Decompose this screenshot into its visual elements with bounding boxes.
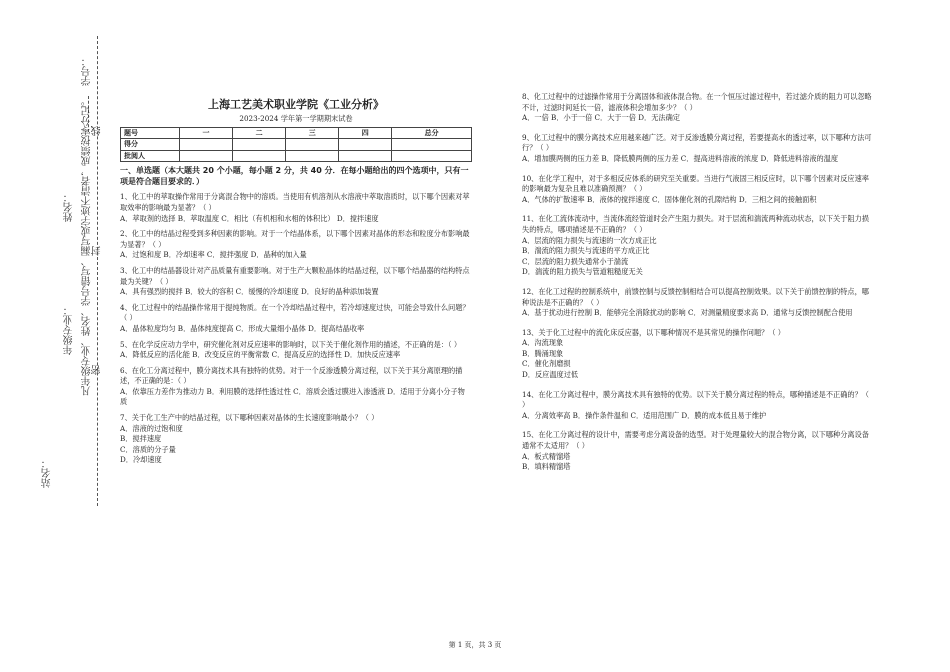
- question-item: [522, 174, 874, 206]
- question-item: [120, 340, 472, 361]
- question-item: [522, 133, 874, 165]
- score-header-cell: 一: [180, 127, 233, 139]
- question-option[interactable]: D．冷却速度: [120, 455, 162, 465]
- question-option[interactable]: A．晶体粒度均匀 B．晶体纯度提高 C．形成大量细小晶体 D．提高结晶收率: [120, 323, 365, 333]
- question-item: [522, 214, 874, 278]
- question-option[interactable]: A．增加膜两侧的压力差 B．降低膜两侧的压力差 C．提高进料溶液的浓度 D．降低进料溶液的温度: [522, 153, 839, 163]
- question-stem: 8、化工过程中的过滤操作常用于分离固体和液体混合物。在一个恒压过滤过程中，若过滤介质的阻力可以忽略不计，过滤时间延长一倍，滤液体积会增加多少？（ ）: [522, 92, 872, 112]
- question-stem: 5、在化学反应动力学中，研究催化剂对反应速率的影响时，以下关于催化剂作用的描述，不正确的是：（ ）: [120, 339, 462, 349]
- question-stem: 9、化工过程中的膜分离技术应用越来越广泛。对于反渗透膜分离过程，若要提高水的透过率，以下哪种方法可行？（ ）: [522, 132, 872, 153]
- question-stem: 12、在化工过程的控制系统中，前馈控制与反馈控制相结合可以提高控制效果。以下关于前馈控制的特点，哪种说法是不正确的？（ ）: [522, 286, 869, 307]
- question-stem: 1、化工中的萃取操作常用于分离混合物中的溶质。当使用有机溶剂从水溶液中萃取溶质时，以下哪个因素对萃取效率的影响最为显著？（ ）: [120, 192, 470, 212]
- binding-line-char: 线: [92, 126, 103, 136]
- score-cell[interactable]: [233, 150, 286, 162]
- score-header-cell: 二: [233, 127, 286, 139]
- question-item: [120, 413, 472, 466]
- binding-student-id: 学号：: [82, 56, 93, 86]
- question-item: [120, 192, 472, 224]
- question-item: [522, 92, 874, 124]
- question-stem: 10、在化学工程中，对于多相反应体系的研究至关重要。当进行气液固三相反应时，以下哪个因素对反应速率的影响最为复杂且难以准确预测？（ ）: [522, 173, 869, 194]
- question-item: [522, 390, 874, 422]
- question-option[interactable]: A．一倍 B．小于一倍 C．大于一倍 D．无法确定: [522, 113, 680, 123]
- section-heading: 一、单选题（本大题共 20 个小题，每小题 2 分，共 40 分．在每小题给出的四个选项中，只有一项是符合题目要求的．）: [120, 166, 469, 187]
- score-cell[interactable]: [233, 139, 286, 151]
- score-table: [120, 127, 472, 163]
- question-item: [120, 366, 472, 408]
- question-stem: 15、在化工分离过程的设计中，需要考虑分离设备的选型。对于处理量较大的混合物分离，以下哪种分离设备通常不太适用？（ ）: [522, 430, 869, 451]
- question-item: [120, 303, 472, 335]
- question-stem: 11、在化工流体流动中，当流体流经管道时会产生阻力损失。对于层流和湍流两种流动状态，以下关于阻力损失的特点，哪项描述是不正确的？（ ）: [522, 214, 869, 234]
- question-stem: 4、化工过程中的结晶操作常用于提纯物质。在一个冷却结晶过程中，若冷却速度过快，可能会导致什么问题？（ ）: [120, 302, 470, 323]
- question-item: [522, 328, 874, 381]
- question-option[interactable]: A．分离效率高 B．操作条件温和 C．适用范围广 D．膜的成本低且易于维护: [522, 410, 767, 420]
- question-stem: 2、化工中的结晶过程受到多种因素的影响。对于一个结晶体系，以下哪个因素对晶体的形态和粒度分布影响最为显著？（ ）: [120, 229, 470, 249]
- question-stem: 13、关于化工过程中的流化床反应器，以下哪种情况不是其常见的操作问题？（ ）: [522, 327, 785, 337]
- binding-seal-char: 封: [92, 246, 103, 256]
- question-item: [522, 287, 874, 319]
- score-header-cell: 题号: [121, 127, 180, 139]
- question-option[interactable]: A．基于扰动进行控制 B．能够完全消除扰动的影响 C．对测量精度要求高 D．通常与反馈控制配合使用: [522, 308, 853, 318]
- score-cell[interactable]: [180, 150, 233, 162]
- exam-title: 上海工艺美术职业学院《工业分析》: [208, 98, 384, 111]
- score-cell[interactable]: [286, 150, 339, 162]
- score-row-label: 得分: [121, 139, 180, 151]
- question-option[interactable]: B．填料精馏塔: [522, 462, 571, 472]
- question-stem: 3、化工中的结晶器设计对产品质量有重要影响。对于生产大颗粒晶体的结晶过程，以下哪个结晶器的结构特点最为关键？（ ）: [120, 265, 470, 286]
- right-column: [522, 92, 874, 473]
- binding-school: 站名：: [42, 458, 53, 488]
- binding-grade-major: 年级专业：: [64, 305, 75, 355]
- question-option[interactable]: A．气体的扩散速率 B．液体的搅拌速度 C．固体催化剂的孔隙结构 D．三相之间的接触面积: [522, 194, 817, 204]
- question-item: [120, 266, 472, 298]
- question-item: [522, 430, 874, 472]
- binding-name: 姓名：: [64, 192, 75, 222]
- question-option[interactable]: A．板式精馏塔: [522, 451, 571, 461]
- page-footer: 第 1 页，共 3 页: [448, 641, 502, 649]
- left-column: [120, 92, 472, 466]
- score-header-cell: 总分: [392, 127, 472, 139]
- binding-line-2: [97, 36, 98, 506]
- question-option[interactable]: A．层流的阻力损失与流速的一次方成正比: [522, 235, 657, 245]
- question-stem: 14、在化工分离过程中，膜分离技术具有独特的优势。以下关于膜分离过程的特点，哪种描述是不正确的？（ ）: [522, 389, 869, 410]
- question-option[interactable]: A．溶液的过饱和度: [120, 423, 183, 433]
- score-header-cell: 三: [286, 127, 339, 139]
- question-option[interactable]: A．萃取剂的选择 B．萃取温度 C．相比（有机相和水相的体积比） D．搅拌速度: [120, 213, 379, 223]
- question-option[interactable]: D．反应温度过低: [522, 370, 579, 380]
- question-option[interactable]: C．催化剂磨损: [522, 359, 571, 369]
- score-table-row: [121, 139, 472, 151]
- score-cell[interactable]: [339, 139, 392, 151]
- question-option[interactable]: A．沟流现象: [522, 338, 564, 348]
- score-table-header: [121, 127, 472, 139]
- score-cell[interactable]: [180, 139, 233, 151]
- question-option[interactable]: D．湍流的阻力损失与管道粗糙度无关: [522, 267, 643, 277]
- question-stem: 6、在化工分离过程中，膜分离技术具有独特的优势。对于一个反渗透膜分离过程，以下关于其分离原理的描述，不正确的是：（ ）: [120, 365, 463, 386]
- question-option[interactable]: A．具有强烈的搅拌 B．较大的容积 C．缓慢的冷却速度 D．良好的晶种添加装置: [120, 287, 379, 297]
- binding-notice: 凡年级专业、姓名、学号错写、漏写或字迹不清者，成绩按零分记。: [82, 96, 93, 396]
- score-cell[interactable]: [286, 139, 339, 151]
- question-option[interactable]: A．降低反应的活化能 B．改变反应的平衡常数 C．提高反应的选择性 D．加快反应速率: [120, 350, 401, 360]
- question-option[interactable]: B．搅拌速度: [120, 434, 162, 444]
- score-cell[interactable]: [392, 139, 472, 151]
- score-cell[interactable]: [339, 150, 392, 162]
- binding-mi-char: 密: [92, 365, 103, 375]
- question-option[interactable]: A．依靠压力差作为推动力 B．利用膜的选择性透过性 C．溶质会透过膜进入渗透液 D．适用于分离小分子物质: [120, 386, 465, 407]
- question-option[interactable]: B．腾涌现象: [522, 348, 564, 358]
- exam-subtitle: 2023-2024 学年第一学期期末试卷: [239, 114, 353, 123]
- score-header-cell: 四: [339, 127, 392, 139]
- question-stem: 7、关于化工生产中的结晶过程，以下哪种因素对晶体的生长速度影响最小？（ ）: [120, 413, 379, 423]
- question-option[interactable]: B．湍流的阻力损失与流速的平方成正比: [522, 246, 650, 256]
- binding-margin: [0, 0, 110, 672]
- score-cell[interactable]: [392, 150, 472, 162]
- score-table-row: [121, 150, 472, 162]
- question-option[interactable]: C．溶质的分子量: [120, 444, 176, 454]
- question-option[interactable]: A．过饱和度 B．冷却速率 C．搅拌强度 D．晶种的加入量: [120, 250, 307, 260]
- score-row-label: 批阅人: [121, 150, 180, 162]
- question-item: [120, 229, 472, 261]
- question-option[interactable]: C．层流的阻力损失通常小于湍流: [522, 256, 629, 266]
